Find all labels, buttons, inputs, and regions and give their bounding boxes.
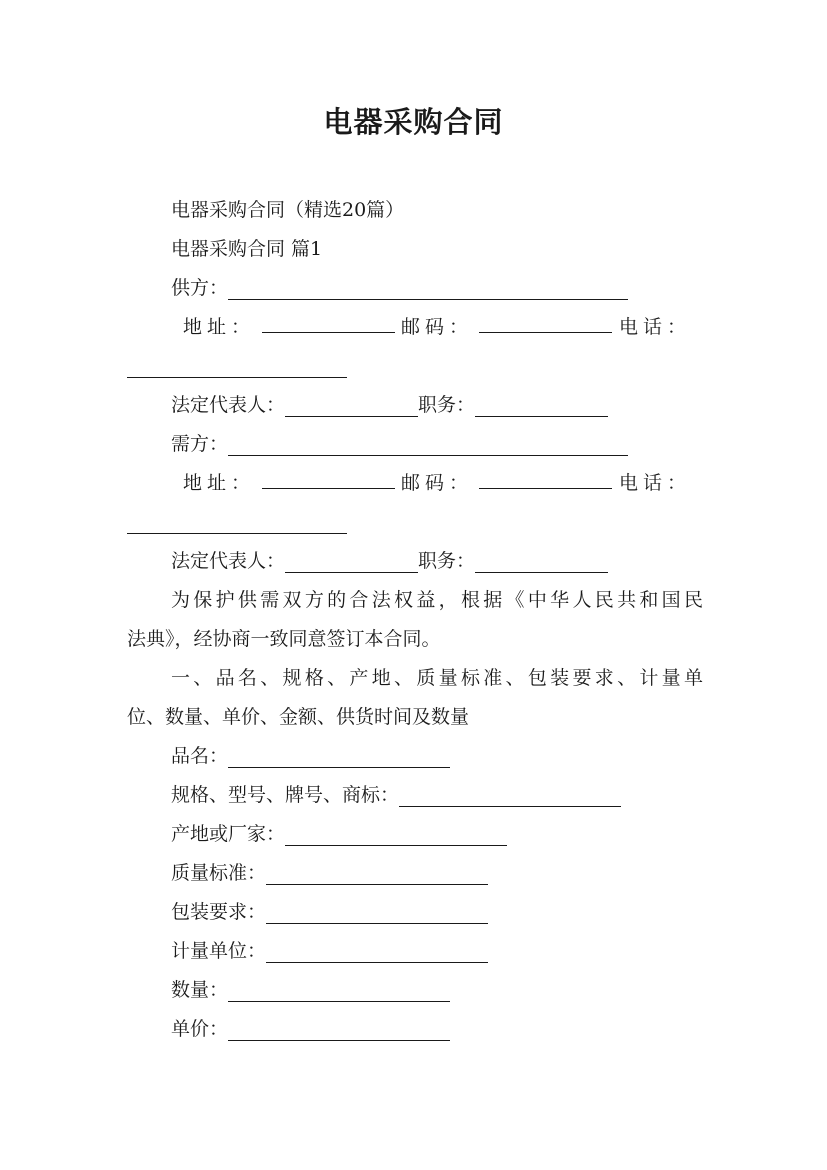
supplier-position-blank [475, 392, 608, 417]
clause1-line-2: 位、数量、单价、金额、供货时间及数量 [127, 706, 470, 728]
buyer-blank [228, 431, 628, 456]
preamble-line-2: 法典》，经协商一致同意签订本合同。 [127, 628, 441, 650]
clause1-line-1: 一、品名、规格、产地、质量标准、包装要求、计量单 [171, 667, 703, 689]
origin-blank [285, 821, 507, 846]
buyer-phone-line [127, 503, 703, 542]
supplier-address-blank [262, 308, 395, 333]
quality-blank [266, 860, 488, 885]
quantity-label: 数量： [171, 979, 229, 1001]
price-label: 单价： [171, 1018, 229, 1040]
origin-line [171, 815, 703, 854]
buyer-postcode-label: 邮码： [400, 472, 473, 494]
supplier-rep-line [171, 386, 703, 425]
buyer-rep-label: 法定代表人： [171, 550, 286, 572]
buyer-rep-blank [285, 548, 418, 573]
buyer-position-label: 职务： [418, 550, 476, 572]
supplier-address-label: 地址： [183, 316, 256, 338]
supplier-postcode-blank [479, 308, 612, 333]
supplier-contact-line [183, 308, 691, 347]
supplier-rep-label: 法定代表人： [171, 394, 286, 416]
quality-label: 质量标准： [171, 862, 267, 884]
supplier-phone-line [127, 347, 703, 386]
buyer-postcode-blank [479, 464, 612, 489]
spec-label: 规格、型号、牌号、商标： [171, 784, 400, 806]
supplier-position-label: 职务： [418, 394, 476, 416]
buyer-address-blank [262, 464, 395, 489]
buyer-rep-line [171, 542, 703, 581]
packing-label: 包装要求： [171, 901, 267, 923]
supplier-phone-blank [127, 353, 347, 378]
unit-line [171, 932, 703, 971]
supplier-postcode-label: 邮码： [400, 316, 473, 338]
packing-line [171, 893, 703, 932]
buyer-line [171, 425, 703, 464]
supplier-rep-blank [285, 392, 418, 417]
document-subtitle: 电器采购合同（精选20篇） [171, 199, 405, 221]
quantity-blank [228, 977, 450, 1002]
buyer-phone-label: 电话： [618, 472, 691, 494]
buyer-address-label: 地址： [183, 472, 256, 494]
supplier-line [171, 269, 703, 308]
supplier-label: 供方： [171, 277, 229, 299]
quality-line [171, 854, 703, 893]
buyer-label: 需方： [171, 433, 229, 455]
spec-blank [399, 782, 621, 807]
unit-label: 计量单位： [171, 940, 267, 962]
price-line [171, 1010, 703, 1049]
price-blank [228, 1016, 450, 1041]
buyer-phone-blank [127, 509, 347, 534]
product-name-blank [228, 743, 450, 768]
preamble-line-1: 为保护供需双方的合法权益，根据《中华人民共和国民 [171, 589, 703, 611]
unit-blank [266, 938, 488, 963]
packing-blank [266, 899, 488, 924]
supplier-phone-label: 电话： [618, 316, 691, 338]
product-name-label: 品名： [171, 745, 229, 767]
supplier-blank [228, 275, 628, 300]
origin-label: 产地或厂家： [171, 823, 286, 845]
buyer-contact-line [183, 464, 691, 503]
product-name-line [171, 737, 703, 776]
buyer-position-blank [475, 548, 608, 573]
document-title: 电器采购合同 [323, 105, 504, 139]
section-heading: 电器采购合同 篇1 [171, 238, 323, 260]
quantity-line [171, 971, 703, 1010]
spec-line [171, 776, 703, 815]
